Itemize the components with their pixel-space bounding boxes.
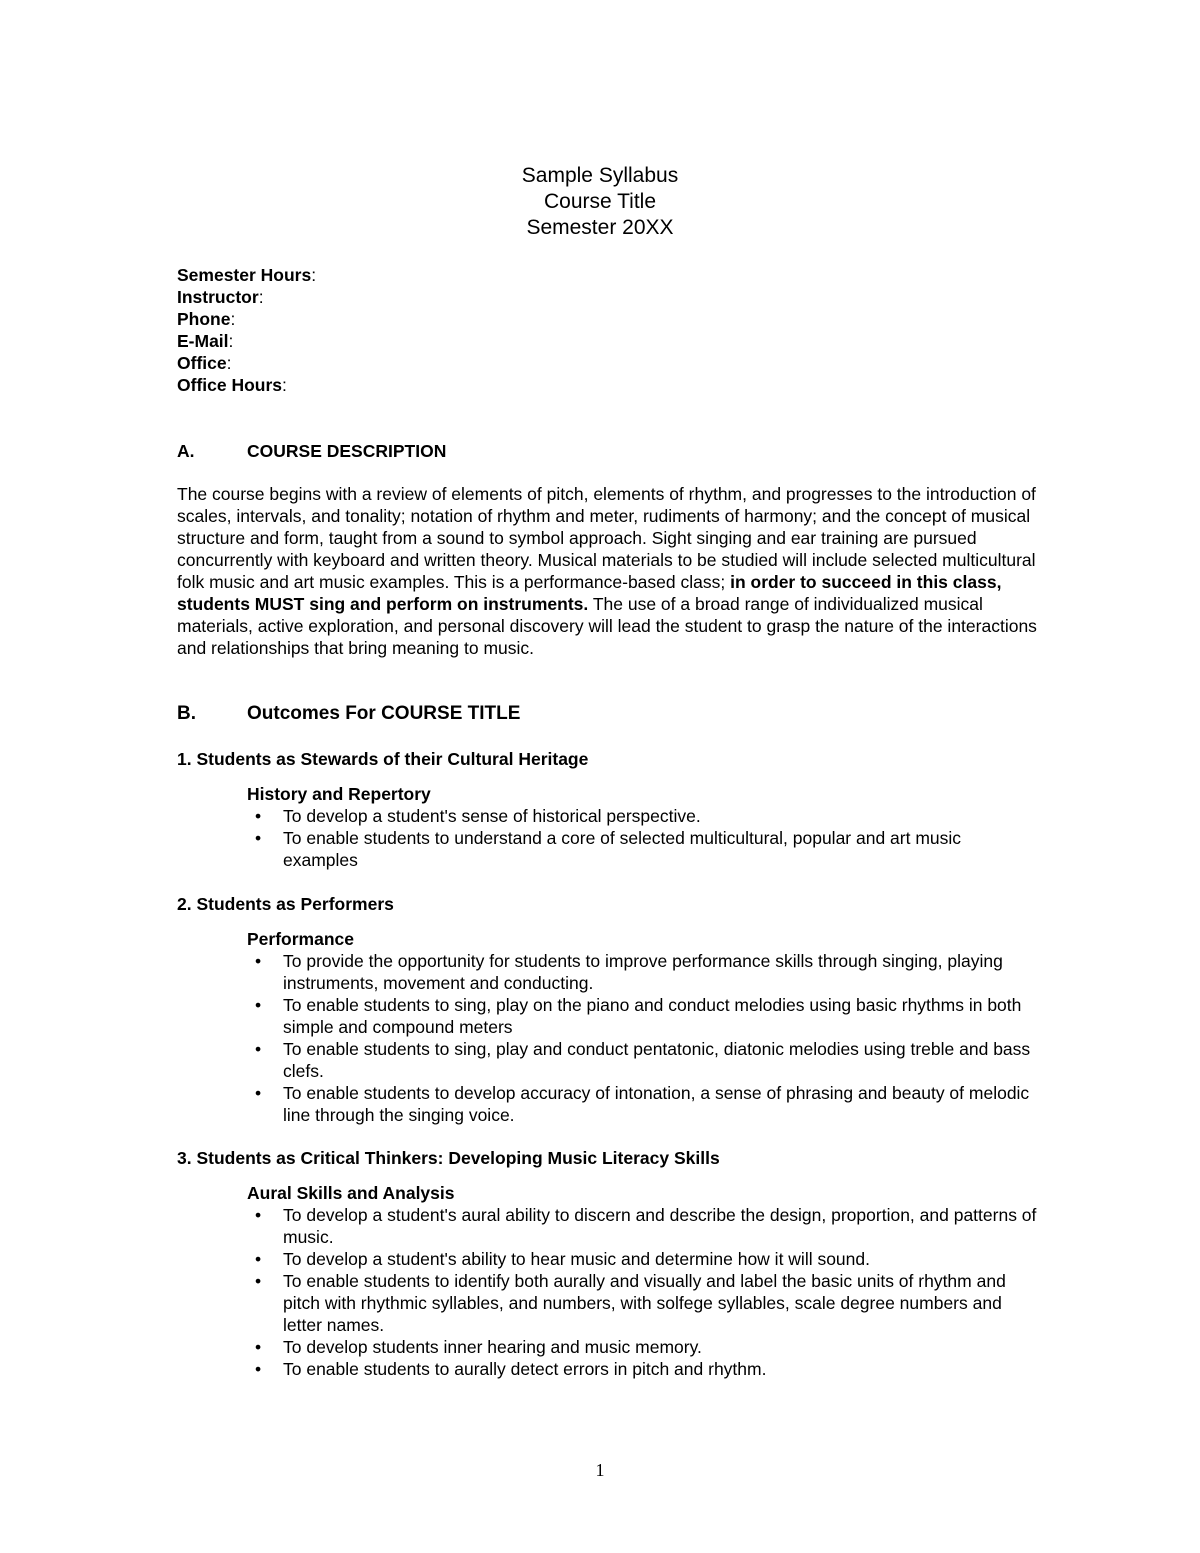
outcome-subheading: History and Repertory <box>247 784 431 804</box>
list-item: • To enable students to aurally detect errors in pitch and rhythm. <box>255 1359 767 1379</box>
outcome-heading: 2. Students as Performers <box>177 894 394 914</box>
bullet-icon: • <box>255 1359 262 1379</box>
info-semester-hours: Semester Hours: <box>177 265 317 285</box>
list-item: • To enable students to sing, play and conduct pentatonic, diatonic melodies using treble and bass clefs. <box>255 1039 1031 1081</box>
outcome-heading: 3. Students as Critical Thinkers: Developing Music Literacy Skills <box>177 1148 720 1168</box>
list-item: • To develop students inner hearing and music memory. <box>255 1337 702 1357</box>
outcome-subheading: Aural Skills and Analysis <box>247 1183 455 1203</box>
course-title: Course Title <box>543 190 657 213</box>
bullet-icon: • <box>255 1083 262 1103</box>
description-emphasis: in order to succeed in this class, students MUST sing and perform on instruments. <box>177 572 1002 614</box>
outcome-bullet-list <box>247 805 1037 871</box>
bullet-icon: • <box>255 1249 262 1269</box>
list-item: • To enable students to sing, play on the piano and conduct melodies using basic rhythms in both simple and compound meters <box>255 995 1022 1037</box>
course-description: The course begins with a review of elements of pitch, elements of rhythm, and progresses to the introduction of scales, intervals, and tonality; notation of rhythm and meter, rudiments of harmony; and the concept of musical structure and form, taught from a sound to symbol approach. Sight singing and ear training are pursued concurrently with keyboard and written theory. Musical materials to be studied will include selected multicultural folk music and art music examples. This is a performance-based class; in order to succeed in this class, students MUST sing and perform on instruments. The use of a broad range of individualized musical materials, active exploration, and personal discovery will lead the student to grasp the nature of the interactions and relationships that bring meaning to music. <box>177 484 1037 658</box>
bullet-icon: • <box>255 806 262 826</box>
section-a-heading: A. COURSE DESCRIPTION <box>177 441 447 461</box>
semester-title: Semester 20XX <box>526 216 674 239</box>
section-b-heading: B. Outcomes For COURSE TITLE <box>177 703 521 724</box>
info-phone: Phone: <box>177 309 236 329</box>
list-item: • To enable students to develop accuracy of intonation, a sense of phrasing and beauty of melodic line through the singing voice. <box>255 1083 1030 1125</box>
bullet-icon: • <box>255 828 262 848</box>
info-office: Office: <box>177 353 232 373</box>
bullet-icon: • <box>255 1039 262 1059</box>
outcome-heading: 1. Students as Stewards of their Cultural Heritage <box>177 749 589 769</box>
info-office-hours: Office Hours: <box>177 375 287 395</box>
document-title: Sample Syllabus <box>521 164 679 187</box>
list-item: • To enable students to understand a core of selected multicultural, popular and art music examples <box>255 828 962 870</box>
outcome-subheading: Performance <box>247 929 354 949</box>
course-info <box>177 264 316 396</box>
list-item: • To provide the opportunity for students to improve performance skills through singing, playing instruments, movement and conducting. <box>255 951 1003 993</box>
bullet-icon: • <box>255 1337 262 1357</box>
list-item: • To develop a student's sense of historical perspective. <box>255 806 701 826</box>
outcome-bullet-list <box>247 950 1037 1126</box>
title-block <box>0 163 1200 241</box>
list-item: • To develop a student's ability to hear music and determine how it will sound. <box>255 1249 870 1269</box>
info-email: E-Mail: <box>177 331 234 351</box>
list-item: • To enable students to identify both aurally and visually and label the basic units of rhythm and pitch with rhythmic syllables, and numbers, with solfege syllables, scale degree numbers and letter names. <box>255 1271 1006 1335</box>
page-number: 1 <box>595 1460 605 1480</box>
bullet-icon: • <box>255 951 262 971</box>
list-item: • To develop a student's aural ability to discern and describe the design, proportion, and patterns of music. <box>255 1205 1037 1247</box>
bullet-icon: • <box>255 1205 262 1225</box>
bullet-icon: • <box>255 1271 262 1291</box>
bullet-icon: • <box>255 995 262 1015</box>
outcome-bullet-list <box>247 1204 1037 1380</box>
info-instructor: Instructor: <box>177 287 264 307</box>
